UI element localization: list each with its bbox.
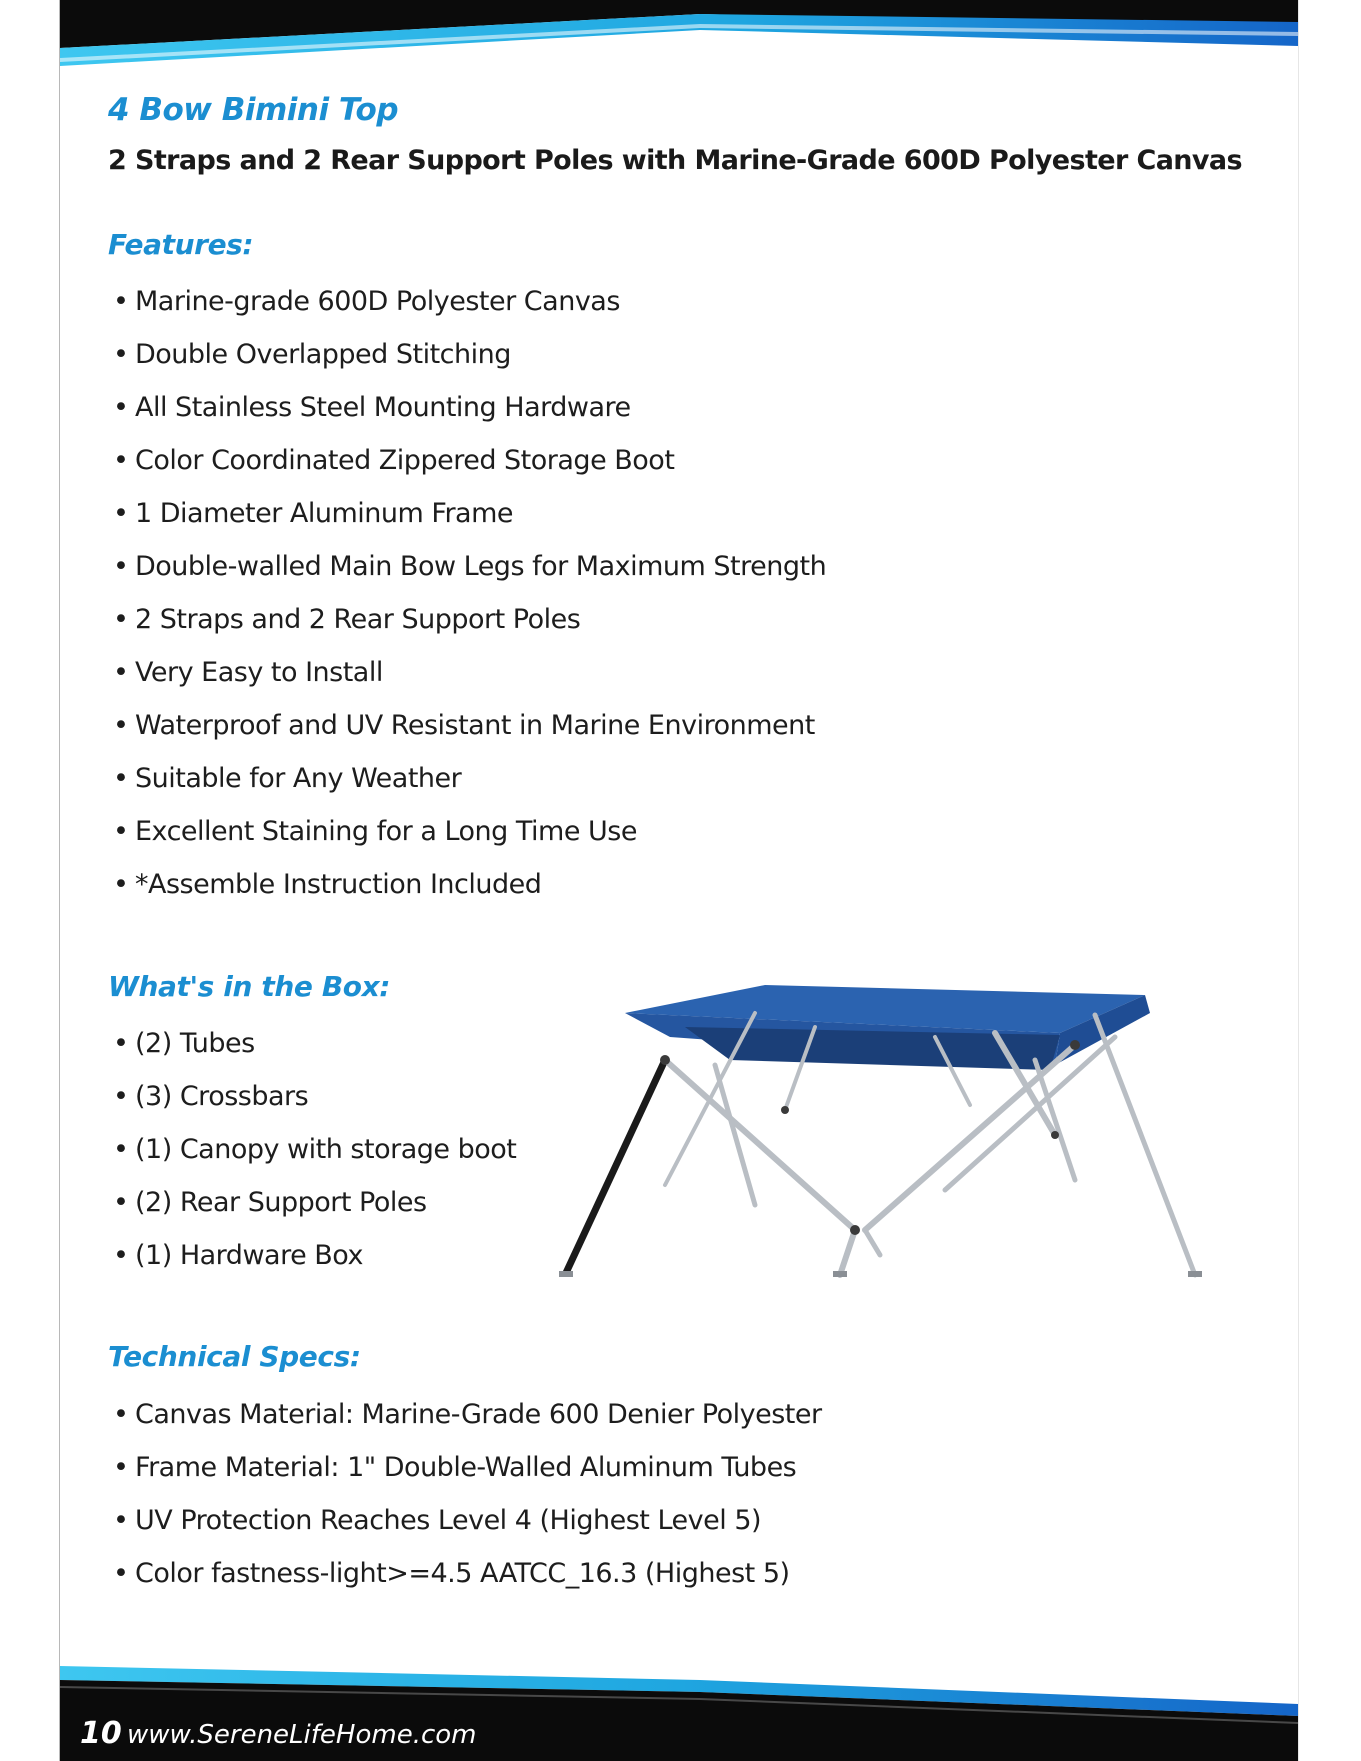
features-list xyxy=(108,275,826,911)
list-item: • (3) Crossbars xyxy=(113,1081,309,1112)
page-edge xyxy=(59,0,60,1761)
list-item: • Very Easy to Install xyxy=(113,657,383,688)
list-item: • All Stainless Steel Mounting Hardware xyxy=(113,392,631,423)
technical-specs-list xyxy=(108,1388,822,1600)
list-item: • (2) Rear Support Poles xyxy=(113,1187,427,1218)
list-item: • Double Overlapped Stitching xyxy=(113,339,511,370)
features-heading: Features: xyxy=(108,228,254,261)
box-contents-heading: What's in the Box: xyxy=(108,970,391,1003)
list-item: • Canvas Material: Marine-Grade 600 Denier Polyester xyxy=(113,1399,822,1430)
list-item: • 2 Straps and 2 Rear Support Poles xyxy=(113,604,581,635)
list-item: • *Assemble Instruction Included xyxy=(113,869,542,900)
page-number: 10 xyxy=(80,1716,122,1751)
list-item: • Excellent Staining for a Long Time Use xyxy=(113,816,637,847)
top-banner xyxy=(0,0,1361,80)
list-item: • Color Coordinated Zippered Storage Boot xyxy=(113,445,675,476)
list-item: • Frame Material: 1" Double-Walled Aluminum Tubes xyxy=(113,1452,797,1483)
document-title: 4 Bow Bimini Top xyxy=(108,92,399,128)
page-edge-right xyxy=(1298,0,1299,1761)
list-item: • (2) Tubes xyxy=(113,1028,255,1059)
list-item: • Color fastness-light>=4.5 AATCC_16.3 (Highest 5) xyxy=(113,1558,790,1589)
list-item: • 1 Diameter Aluminum Frame xyxy=(113,498,514,529)
list-item: • UV Protection Reaches Level 4 (Highest Level 5) xyxy=(113,1505,762,1536)
list-item: • (1) Canopy with storage boot xyxy=(113,1134,517,1165)
box-contents-list xyxy=(108,1017,516,1282)
technical-specs-heading: Technical Specs: xyxy=(108,1340,361,1373)
document-subtitle: 2 Straps and 2 Rear Support Poles with Marine-Grade 600D Polyester Canvas xyxy=(108,145,1243,176)
list-item: • Waterproof and UV Resistant in Marine Environment xyxy=(113,710,815,741)
footer-url: www.SereneLifeHome.com xyxy=(127,1720,477,1750)
list-item: • Marine-grade 600D Polyester Canvas xyxy=(113,286,620,317)
bimini-top-image xyxy=(555,965,1215,1290)
list-item: • (1) Hardware Box xyxy=(113,1240,363,1271)
list-item: • Suitable for Any Weather xyxy=(113,763,462,794)
list-item: • Double-walled Main Bow Legs for Maximum Strength xyxy=(113,551,827,582)
